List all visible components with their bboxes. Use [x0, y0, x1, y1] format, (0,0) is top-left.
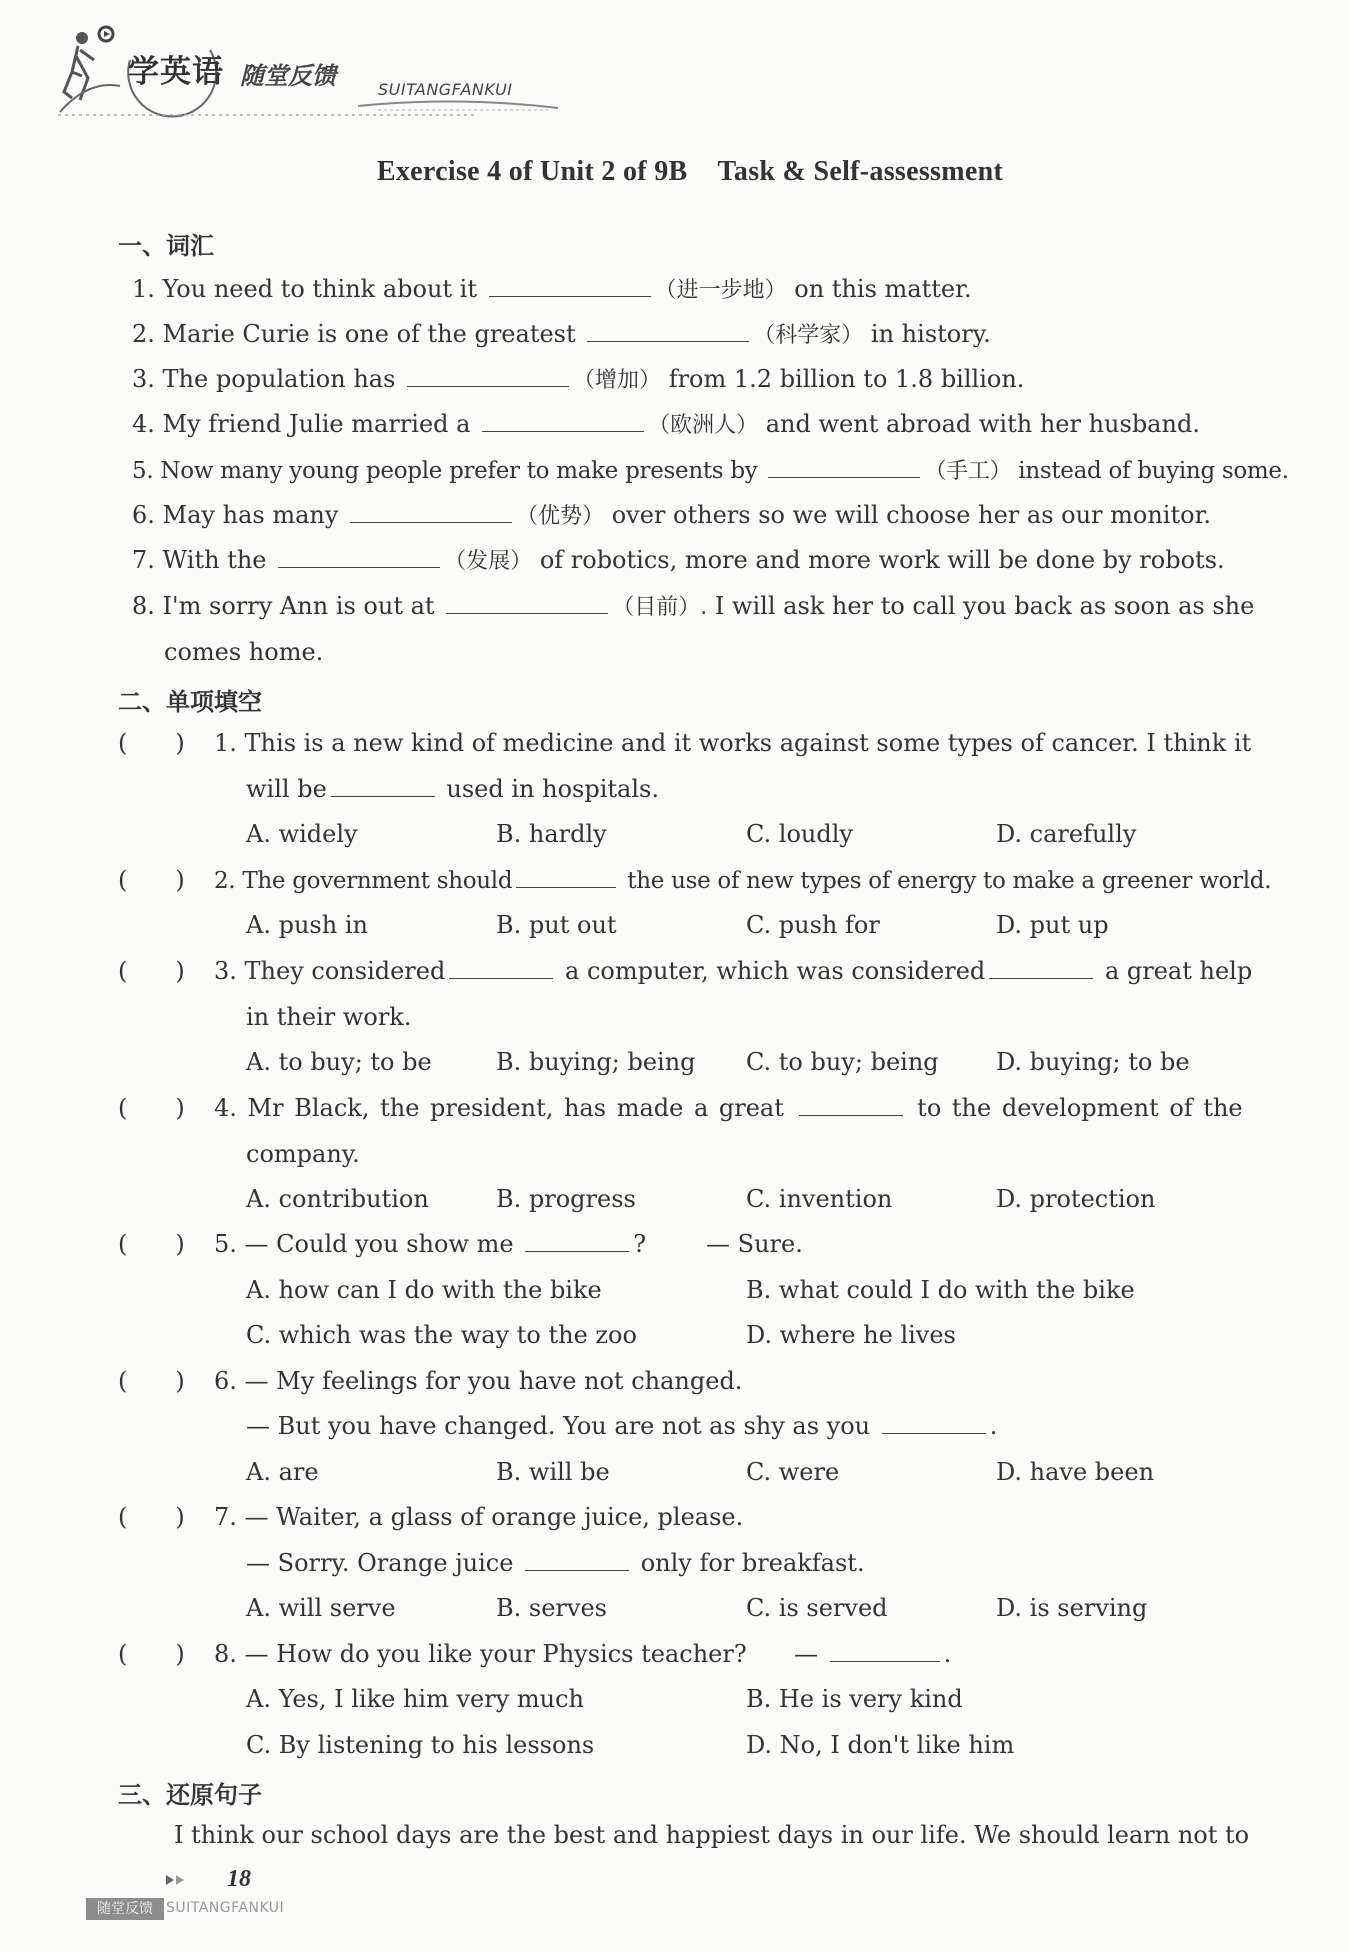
mc-question-4: 4. Mr Black, the president, has made a great to the development of the: [214, 1094, 1243, 1122]
vocab-item-6: 6. May has many （优势） over others so we will choose her as our monitor.: [132, 501, 1212, 529]
exercise-title: [0, 156, 1350, 188]
option-c: C. to buy; being: [746, 1048, 939, 1076]
option-a: A. contribution: [246, 1185, 429, 1213]
vocab-item-7: 7. With the （发展） of robotics, more and more work will be done by robots.: [132, 546, 1225, 574]
brand-pinyin: SUITANGFANKUI: [378, 80, 513, 99]
option-a: A. widely: [246, 820, 358, 848]
mc-question-7: 7. — Waiter, a glass of orange juice, please.: [214, 1503, 744, 1531]
answer-blank[interactable]: [525, 1548, 629, 1571]
option-b: B. progress: [496, 1185, 636, 1213]
option-b: B. will be: [496, 1458, 610, 1486]
answer-blank[interactable]: [482, 409, 644, 432]
mc-question-2: 2. The government should the use of new types of energy to make a greener world.: [214, 865, 1271, 896]
option-a: A. are: [246, 1458, 319, 1486]
brand-title: 学英语: [128, 54, 224, 90]
title-task: Task & Self-assessment: [717, 156, 1004, 187]
option-a: A. will serve: [246, 1594, 396, 1622]
mc-question-7-line2: — Sorry. Orange juice only for breakfast.: [246, 1549, 865, 1577]
answer-blank[interactable]: [989, 956, 1093, 979]
section-vocabulary-heading: 一、词汇: [118, 232, 214, 260]
option-d: D. have been: [996, 1458, 1155, 1486]
answer-blank[interactable]: [525, 1229, 629, 1252]
mc-question-3: 3. They considered a computer, which was considered a great help: [214, 957, 1253, 985]
answer-blank[interactable]: [882, 1411, 986, 1434]
option-b: B. hardly: [496, 820, 607, 848]
option-a: A. Yes, I like him very much: [246, 1685, 585, 1713]
option-d: D. carefully: [996, 820, 1137, 848]
option-b: B. what could I do with the bike: [746, 1276, 1135, 1304]
option-c: C. loudly: [746, 820, 853, 848]
mc-question-5-reply: — Sure.: [706, 1230, 803, 1258]
answer-paren[interactable]: ( ): [118, 1367, 185, 1395]
option-a: A. to buy; to be: [246, 1048, 432, 1076]
mc-question-8-reply: — .: [794, 1640, 952, 1668]
answer-blank[interactable]: [489, 274, 651, 297]
double-arrow-icon: [166, 1874, 188, 1886]
option-b: B. He is very kind: [746, 1685, 963, 1713]
answer-blank[interactable]: [278, 545, 440, 568]
option-c: C. which was the way to the zoo: [246, 1321, 637, 1349]
answer-blank[interactable]: [449, 956, 553, 979]
answer-blank[interactable]: [587, 319, 749, 342]
option-b: B. put out: [496, 911, 617, 939]
title-unit: Exercise 4 of Unit 2 of 9B: [376, 156, 688, 187]
passage-line: I think our school days are the best and happiest days in our life. We should learn not to: [174, 1821, 1250, 1849]
option-b: B. serves: [496, 1594, 607, 1622]
footer-pinyin: SUITANGFANKUI: [166, 1900, 285, 1916]
option-d: D. protection: [996, 1185, 1156, 1213]
answer-blank[interactable]: [407, 364, 569, 387]
header-logo: [58, 20, 578, 120]
option-a: A. push in: [246, 911, 368, 939]
vocab-item-1: 1. You need to think about it （进一步地） on this matter.: [132, 275, 972, 303]
answer-blank[interactable]: [799, 1093, 903, 1116]
option-c: C. invention: [746, 1185, 893, 1213]
answer-blank[interactable]: [446, 591, 608, 614]
option-d: D. buying; to be: [996, 1048, 1190, 1076]
mc-question-3-line2: in their work.: [246, 1003, 412, 1031]
option-b: B. buying; being: [496, 1048, 696, 1076]
answer-blank[interactable]: [331, 774, 435, 797]
option-c: C. By listening to his lessons: [246, 1731, 595, 1759]
vocab-item-4: 4. My friend Julie married a （欧洲人） and went abroad with her husband.: [132, 410, 1200, 438]
vocab-item-3: 3. The population has （增加） from 1.2 billion to 1.8 billion.: [132, 365, 1025, 393]
answer-paren[interactable]: ( ): [118, 729, 185, 757]
vocab-item-8: 8. I'm sorry Ann is out at （目前）. I will ask her to call you back as soon as she: [132, 592, 1255, 620]
vocab-item-8-continuation: comes home.: [164, 638, 324, 666]
answer-blank[interactable]: [516, 865, 616, 888]
mc-question-6: 6. — My feelings for you have not changed.: [214, 1367, 743, 1395]
answer-blank[interactable]: [350, 500, 512, 523]
vocab-item-5: 5. Now many young people prefer to make presents by （手工） instead of buying some.: [132, 455, 1289, 487]
mc-question-6-line2: — But you have changed. You are not as shy as you .: [246, 1412, 998, 1440]
option-a: A. how can I do with the bike: [246, 1276, 602, 1304]
option-d: D. put up: [996, 911, 1109, 939]
answer-paren[interactable]: ( ): [118, 1094, 185, 1122]
vocab-item-2: 2. Marie Curie is one of the greatest （科学家） in history.: [132, 320, 991, 348]
header-dotted-rule: [58, 112, 478, 118]
mc-question-1-line2: will be used in hospitals.: [246, 775, 659, 803]
section-sentence-restore-heading: 三、还原句子: [118, 1781, 262, 1809]
section-multiple-choice-heading: 二、单项填空: [118, 688, 262, 716]
mc-question-8: 8. — How do you like your Physics teacher?: [214, 1640, 747, 1668]
page-number: 18: [227, 1866, 251, 1892]
mc-question-4-line2: company.: [246, 1140, 360, 1168]
answer-blank[interactable]: [768, 455, 920, 478]
mc-question-1: 1. This is a new kind of medicine and it works against some types of cancer. I think it: [214, 729, 1252, 757]
answer-blank[interactable]: [830, 1639, 940, 1662]
option-d: D. No, I don't like him: [746, 1731, 1015, 1759]
footer-badge: 随堂反馈: [86, 1898, 164, 1920]
brand-subtitle: 随堂反馈: [240, 62, 336, 90]
answer-paren[interactable]: ( ): [118, 957, 185, 985]
option-d: D. is serving: [996, 1594, 1148, 1622]
answer-paren[interactable]: ( ): [118, 1503, 185, 1531]
answer-paren[interactable]: ( ): [118, 1640, 185, 1668]
option-c: C. were: [746, 1458, 840, 1486]
option-c: C. push for: [746, 911, 880, 939]
answer-paren[interactable]: ( ): [118, 866, 185, 894]
option-c: C. is served: [746, 1594, 888, 1622]
mc-question-5: 5. — Could you show me ?: [214, 1230, 647, 1258]
option-d: D. where he lives: [746, 1321, 956, 1349]
answer-paren[interactable]: ( ): [118, 1230, 185, 1258]
